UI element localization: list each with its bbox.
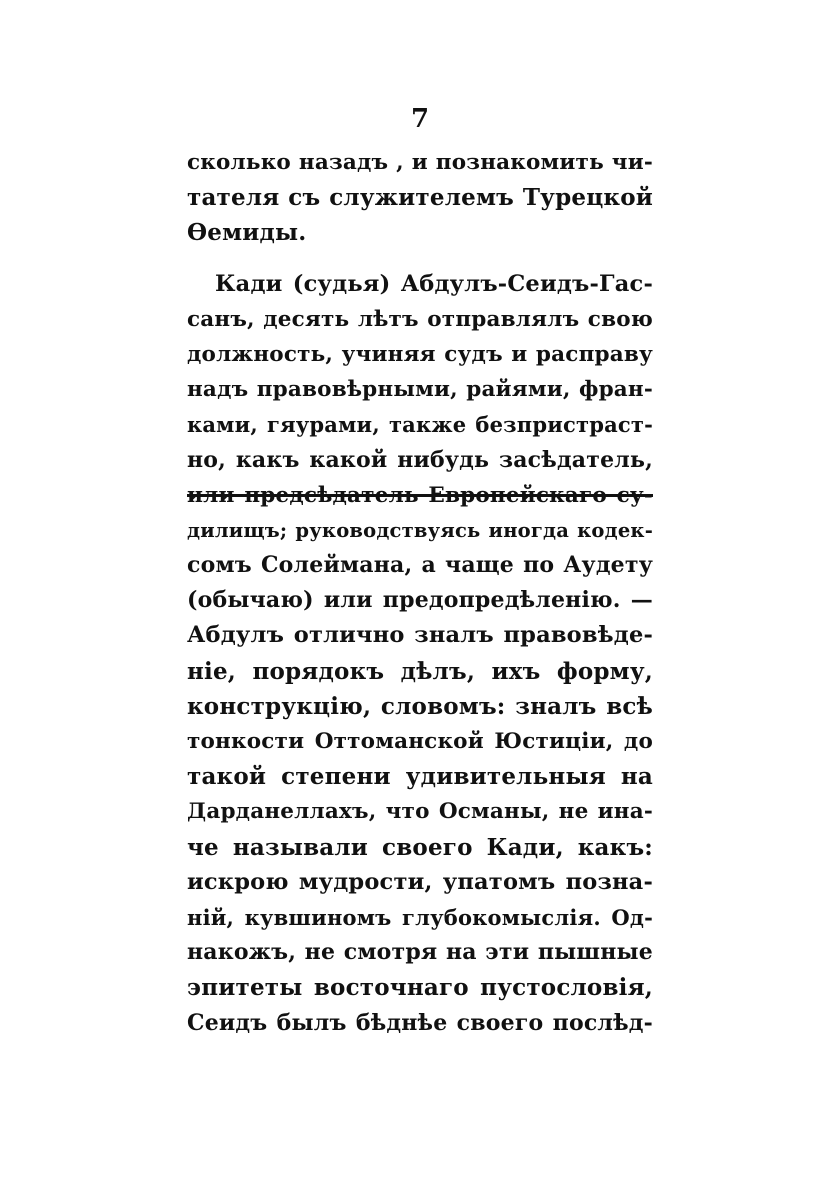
text-line: Абдулъ отлично зналъ правовѣде- [187,622,653,649]
text-line: искрою мудрости, упатомъ позна- [187,868,653,895]
struck-text-line: или предсѣдатель Европейскаго су- [187,482,653,508]
text-line: Сеидъ былъ бѣднѣе своего послѣд- [187,1009,653,1036]
text-line: накожъ, не смотря на эти пышные [187,939,653,966]
text-line: надъ правовѣрными, райями, фран- [187,377,653,403]
text-line: Дарданеллахъ, что Османы, не ина- [187,799,653,825]
text-line: сомъ Солеймана, а чаще по Аудету [187,552,653,579]
page-number: 7 [410,104,430,134]
text-line: такой степени удивительныя на [187,763,653,791]
text-line: ніе, порядокъ дѣлъ, ихъ форму, [187,657,653,685]
text-line: ній, кувшиномъ глубокомыслія. Од- [187,904,653,930]
text-line: (обычаю) или предопредѣленію. — [187,587,653,614]
text-line: дилищъ; руководствуясь иногда кодек- [187,518,653,542]
text-line: эпитеты восточнаго пустословія, [187,974,653,1002]
text-line: сколько назадъ , и познакомить чи- [187,150,653,175]
text-line: тателя съ служителемъ Турецкой [187,184,653,212]
text-line: Өемиды. [187,219,307,247]
text-line: че называли своего Кади, какъ: [187,833,653,861]
text-line: санъ, десять лѣтъ отправлялъ свою [187,306,653,332]
text-line: но, какъ какой нибудь засѣдатель, [187,446,653,473]
text-line: Кади (судья) Абдулъ-Сеидъ-Гас- [215,270,653,297]
body-text [187,145,653,1041]
text-line: ками, гяурами, также безпристраст- [187,412,653,438]
text-line: тонкости Оттоманской Юстиціи, до [187,729,653,754]
text-line: конструкцію, словомъ: зналъ всѣ [187,692,653,720]
text-line: должность, учиняя судъ и расправу [187,341,653,367]
